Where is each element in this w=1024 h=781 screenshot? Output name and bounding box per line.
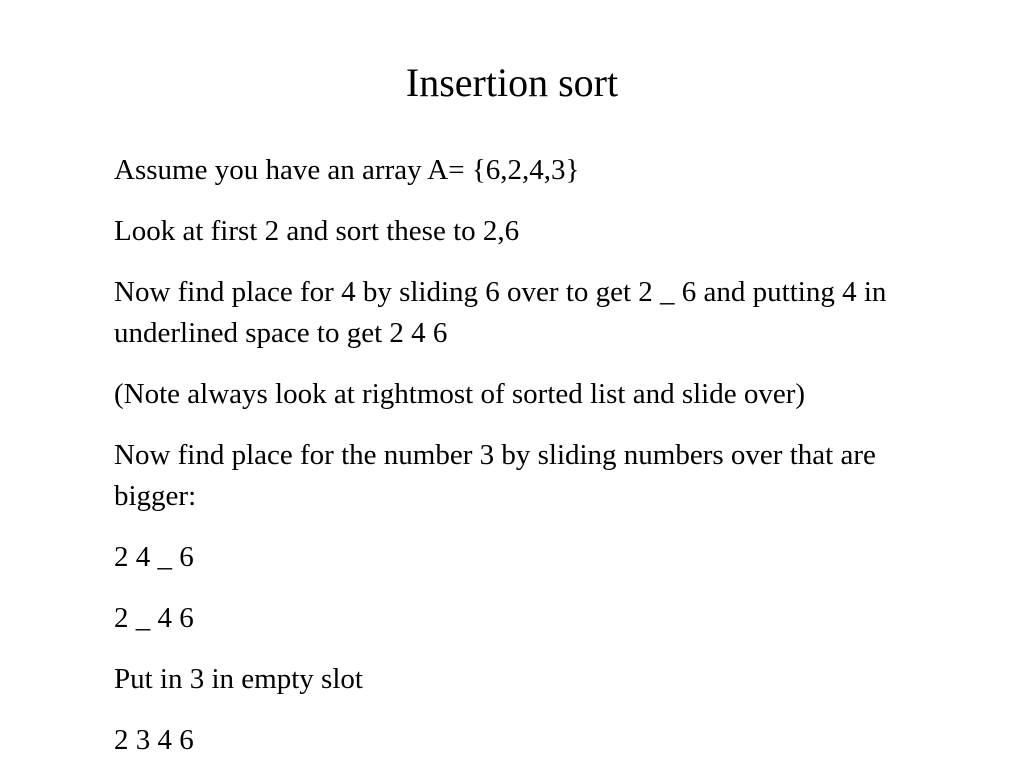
- slide-body: [114, 150, 954, 781]
- paragraph-place-four: Now find place for 4 by sliding 6 over to get 2 _ 6 and putting 4 in underlined space to get 2 4 6: [114, 276, 887, 349]
- paragraph-step-one: 2 4 _ 6: [114, 541, 194, 573]
- paragraph-final-array: 2 3 4 6: [114, 724, 194, 756]
- paragraph-place-three: Now find place for the number 3 by sliding numbers over that are bigger:: [114, 439, 876, 512]
- paragraph-array-assumption: Assume you have an array A= {6,2,4,3}: [114, 154, 580, 186]
- paragraph-put-three: Put in 3 in empty slot: [114, 663, 363, 695]
- paragraph-note: (Note always look at rightmost of sorted list and slide over): [114, 378, 806, 410]
- paragraph-first-two: Look at first 2 and sort these to 2,6: [114, 215, 520, 247]
- paragraph-step-two: 2 _ 4 6: [114, 602, 194, 634]
- slide-title: Insertion sort: [405, 60, 619, 105]
